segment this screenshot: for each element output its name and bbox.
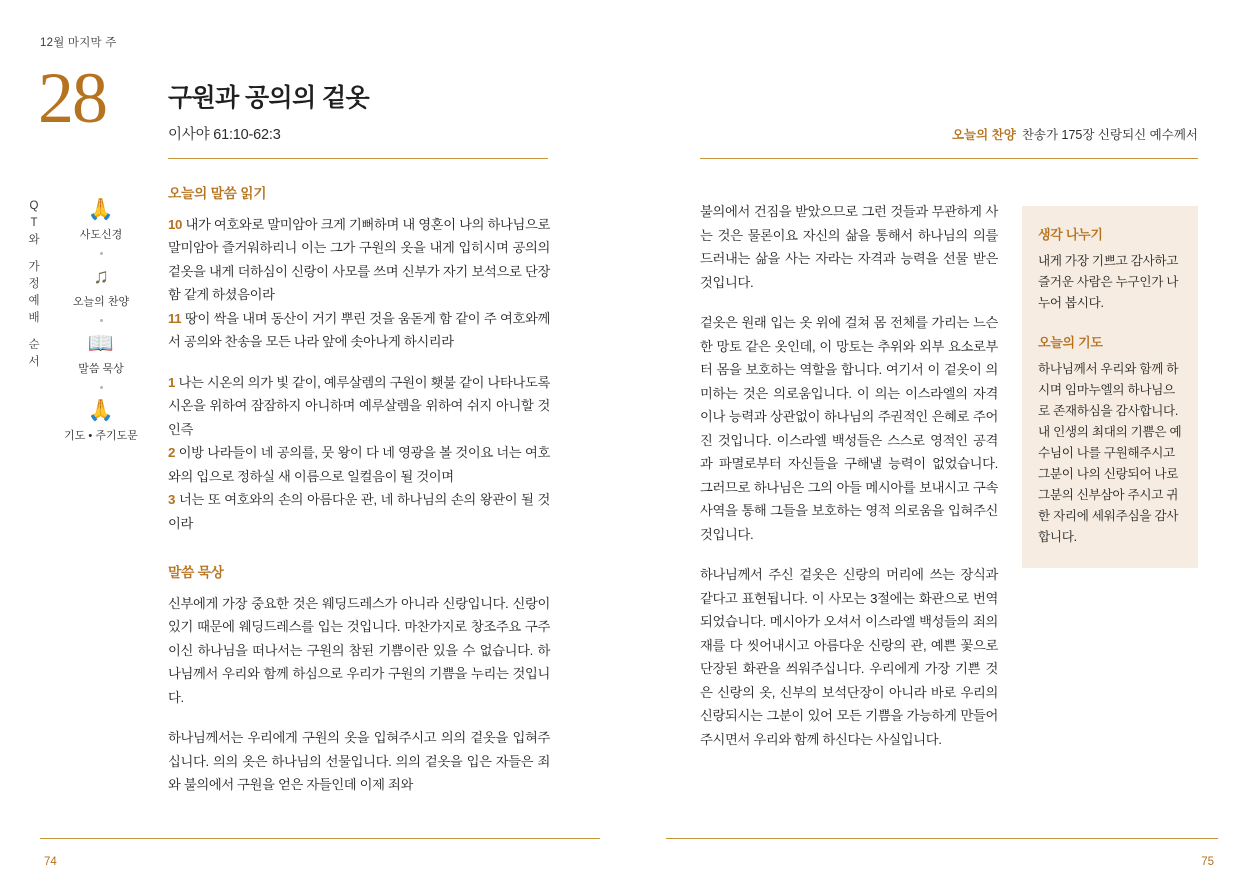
verse-text: 땅이 싹을 내며 동산이 거기 뿌린 것을 움돋게 함 같이 주 여호와께서 공의와 찬송을 모든 나라 앞에 솟아나게 하시리라 (168, 310, 550, 349)
divider-right-bottom (666, 838, 1218, 839)
rail-separator-dot (100, 319, 103, 322)
week-label: 12월 마지막 주 (40, 37, 117, 49)
body-paragraph: 하나님께서 주신 겉옷은 신랑의 머리에 쓰는 장식과 같다고 표현됩니다. 이 사모는 3절에는 화관으로 번역되었습니다. 메시아가 오셔서 이스라엘 백성들의 죄의 재를 다 씻어내시고 아름다운 신랑의 관, 예쁜 꽃으로 단장된 화관을 씌워주십니다. 우리에게 가장 기쁜 것은 신랑의 옷, 신부의 보석단장이 아니라 바로 우리의 신랑되시는 그분이 있어 모든 기쁨을 가능하게 만들어주시면서 우리와 함께 하신다는 사실입니다. (700, 567, 998, 747)
verse-text: 너는 또 여호와의 손의 아름다운 관, 네 하나님의 손의 왕관이 될 것이라 (168, 492, 550, 531)
scripture-reference: 이사야 61:10-62:3 (168, 127, 281, 143)
rail-separator-dot (100, 252, 103, 255)
day-number: 28 (38, 58, 106, 138)
divider-right-top (700, 158, 1198, 159)
verse-line (168, 371, 550, 442)
rail-char: 서 (28, 356, 40, 368)
left-column (168, 182, 550, 797)
meditation-paragraph: 신부에게 가장 중요한 것은 웨딩드레스가 아니라 신랑입니다. 신랑이 있기 때문에 웨딩드레스를 입는 것입니다. 마찬가지로 창조주요 구주이신 하나님을 떠나서는 구원의 참된 기쁨이란 있을 수 없습니다. 하나님께서 우리와 함께 하심으로 우리가 구원의 기쁨을 누리는 것입니다. (168, 595, 550, 705)
body-paragraph: 겉옷은 원래 입는 옷 위에 걸쳐 몸 전체를 가리는 느슨한 망토 같은 옷인데, 이 망토는 추위와 외부 요소로부터 몸을 보호하는 역할을 합니다. 여기서 이 겉옷이 의미하는 것은 의로움입니다. 이 의는 이스라엘의 자격이나 능력과 상관없이 하나님의 주권적인 은혜로 주어진 것입니다. 이스라엘 백성들은 스스로 영적인 공격과 파멸로부터 자신들을 구해낼 능력이 없었습니다. 그러므로 하나님은 그의 아들 메시아를 보내시고 구속 사역을 통해 그들을 보호하는 영적 의로움을 입혀주신 것입니다. (700, 315, 998, 542)
verse-text: 이방 나라들이 네 공의를, 뭇 왕이 다 네 영광을 볼 것이요 너는 여호와의 입으로 정하실 새 이름으로 일컬음이 될 것이며 (168, 445, 550, 484)
music-note-icon: ♫ (93, 265, 109, 288)
prayer-block (1038, 332, 1182, 548)
spacer (168, 354, 550, 371)
spacer (700, 294, 998, 311)
verse-text: 내가 여호와로 말미암아 크게 기뻐하며 내 영혼이 나의 하나님으로 말미암아 즐거워하리니 이는 그가 구원의 옷을 내게 입히시며 공의의 겉옷을 내게 더하심이 신랑이 사모를 쓰며 신부가 자기 보석으로 단장함 같게 하셨음이라 (168, 216, 550, 302)
rail-item-label: 기도 • 주기도문 (64, 430, 138, 442)
rail-char: Q (29, 200, 39, 212)
rail-item-label: 사도신경 (79, 229, 123, 241)
share-heading: 생각 나누기 (1038, 227, 1103, 242)
rail-item-prayer (56, 397, 146, 443)
worship-order-rail (56, 196, 146, 445)
rail-char: T (30, 217, 38, 229)
page-number-left: 74 (44, 856, 57, 868)
verse-text: 나는 시온의 의가 빛 같이, 예루살렘의 구원이 횃불 같이 나타나도록 시온을 위하여 잠잠하지 아니하며 예루살렘을 위하여 쉬지 아니할 것인즉 (168, 374, 550, 437)
rail-char: 가 (28, 261, 40, 273)
body-paragraph: 불의에서 건짐을 받았으므로 그런 것들과 무관하게 사는 것은 물론이요 자신의 삶을 통해서 하나님의 의를 드러내는 삶을 사는 자라는 자격과 능력을 선물 받은 것입니다. (700, 204, 998, 290)
open-book-icon: 📖 (87, 332, 115, 355)
verse-line (168, 441, 550, 488)
rail-item-meditation (56, 330, 146, 376)
reading-heading: 오늘의 말씀 읽기 (168, 186, 267, 201)
verse-line (168, 307, 550, 354)
rail-item-hymn (56, 263, 146, 309)
verse-line (168, 488, 550, 535)
rail-spacer (26, 327, 42, 337)
hymn-label: 오늘의 찬양 (951, 128, 1016, 142)
prayer-heading: 오늘의 기도 (1038, 335, 1103, 350)
rail-char: 예 (28, 295, 40, 307)
verse-number: 3 (168, 492, 176, 507)
hymn-text: 찬송가 175장 신랑되신 예수께서 (1021, 128, 1198, 142)
praying-hands-icon: 🙏 (87, 198, 115, 221)
sidebar-box (1022, 206, 1198, 568)
right-column (700, 200, 998, 751)
worship-order-vertical-label (26, 198, 42, 371)
praying-hands-icon: 🙏 (87, 399, 115, 422)
rail-item-creed (56, 196, 146, 242)
divider-left-top (168, 158, 548, 159)
rail-char: 정 (28, 278, 40, 290)
hymn-line (952, 125, 1198, 143)
page-number-right: 75 (1201, 856, 1214, 868)
prayer-text: 하나님께서 우리와 함께 하시며 임마누엘의 하나님으로 존재하심을 감사합니다. 내 인생의 최대의 기쁨은 예수님이 나를 구원해주시고 그분이 나의 신랑되어 나로 그분의 신부삼아 주시고 귀한 자리에 세워주심을 감사합니다. (1038, 362, 1182, 544)
rail-char: 배 (28, 312, 40, 324)
meditation-heading: 말씀 묵상 (168, 565, 224, 580)
title-block (168, 78, 588, 144)
divider-left-bottom (40, 838, 600, 839)
rail-char: 와 (28, 234, 40, 246)
verse-number: 1 (168, 374, 176, 390)
rail-item-label: 오늘의 찬양 (72, 296, 130, 308)
share-block (1038, 224, 1182, 314)
spacer (168, 709, 550, 726)
rail-spacer (26, 249, 42, 259)
spacer (168, 535, 550, 561)
page-title: 구원과 공의의 겉옷 (168, 84, 370, 112)
meditation-paragraph: 하나님께서는 우리에게 구원의 옷을 입혀주시고 의의 겉옷을 입혀주십니다. 의의 옷은 하나님의 선물입니다. 의의 겉옷을 입은 자들은 죄와 불의에서 구원을 얻은 자들인데 이제 죄와 (168, 730, 550, 792)
spacer (700, 546, 998, 563)
rail-item-label: 말씀 묵상 (78, 363, 124, 375)
verse-line (168, 213, 550, 307)
rail-char: 순 (28, 339, 40, 351)
verse-number: 2 (168, 445, 176, 460)
verse-number: 11 (168, 310, 182, 326)
verse-number: 10 (168, 216, 183, 232)
rail-separator-dot (100, 386, 103, 389)
share-text: 내게 가장 기쁘고 감사하고 즐거운 사람은 누구인가 나누어 봅시다. (1038, 254, 1179, 310)
